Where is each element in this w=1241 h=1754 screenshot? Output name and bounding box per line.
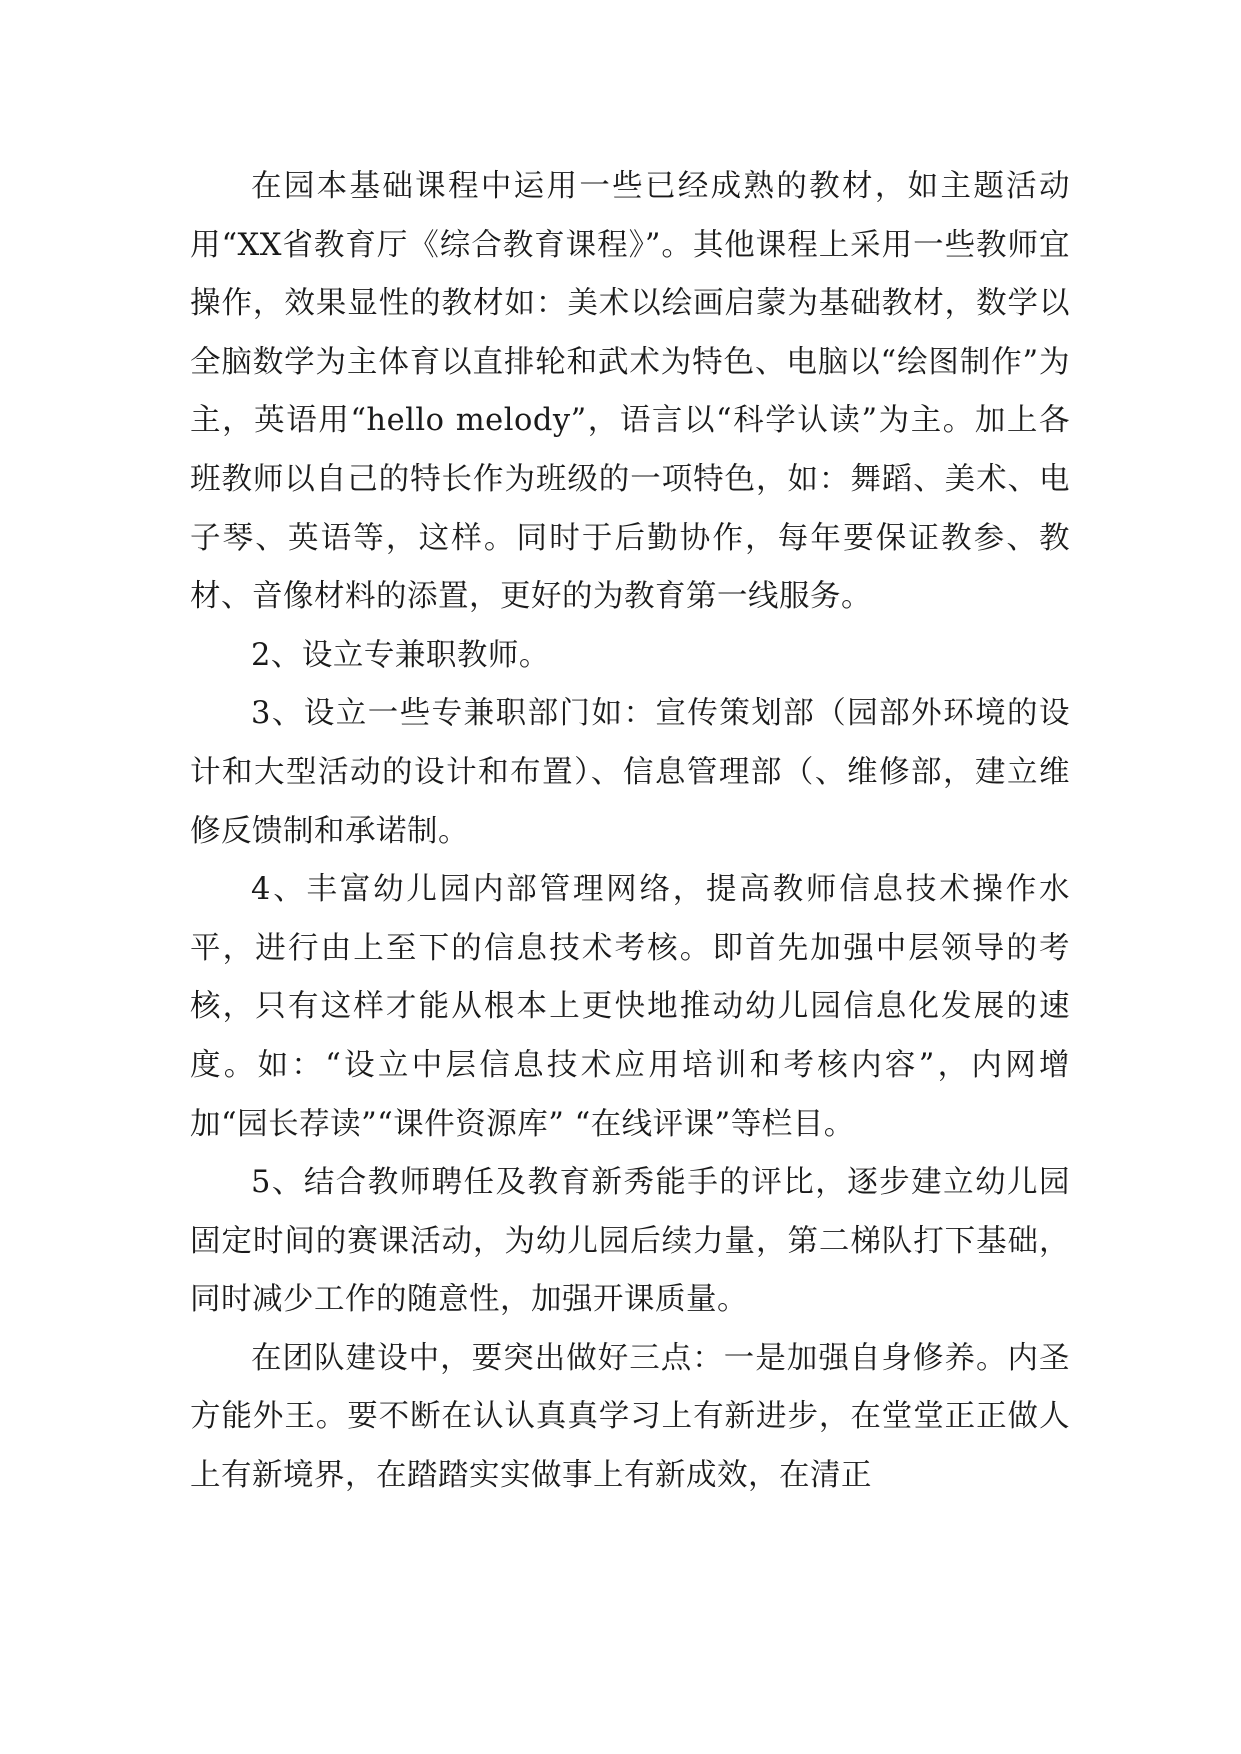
paragraph-team-building: 在团队建设中，要突出做好三点：一是加强自身修养。内圣方能外王。要不断在认认真真学习上有新进步，在堂堂正正做人上有新境界，在踏踏实实做事上有新成效，在清正 xyxy=(190,1340,1070,1494)
paragraph-item-3: 3、设立一些专兼职部门如：宣传策划部（园部外环境的设计和大型活动的设计和布置）、信息管理部（、维修部，建立维修反馈制和承诺制。 xyxy=(190,696,1070,849)
paragraph-item-2: 2、设立专兼职教师。 xyxy=(251,637,550,673)
paragraph-textbook-usage: 在园本基础课程中运用一些已经成熟的教材，如主题活动用“XX省教育厅《综合教育课程》”。其他课程上采用一些教师宜操作，效果显性的教材如：美术以绘画启蒙为基础教材，数学以全脑数学为主体育以直排轮和武术为特色、电脑以“绘图制作”为主，英语用“hello melody”，语言以“科学认读”为主。加上各班教师以自己的特长作为班级的一项特色，如：舞蹈、美术、电子琴、英语等，这样。同时于后勤协作，每年要保证教参、教材、音像材料的添置，更好的为教育第一线服务。 xyxy=(190,169,1070,615)
document-body xyxy=(190,158,1070,1506)
paragraph-item-5: 5、结合教师聘任及教育新秀能手的评比，逐步建立幼儿园固定时间的赛课活动，为幼儿园后续力量，第二梯队打下基础，同时减少工作的随意性，加强开课质量。 xyxy=(190,1165,1070,1318)
paragraph-item-4: 4、丰富幼儿园内部管理网络，提高教师信息技术操作水平，进行由上至下的信息技术考核。即首先加强中层领导的考核，只有这样才能从根本上更快地推动幼儿园信息化发展的速度。如：“设立中层信息技术应用培训和考核内容”，内网增加“园长荐读”“课件资源库” “在线评课”等栏目。 xyxy=(190,872,1070,1142)
